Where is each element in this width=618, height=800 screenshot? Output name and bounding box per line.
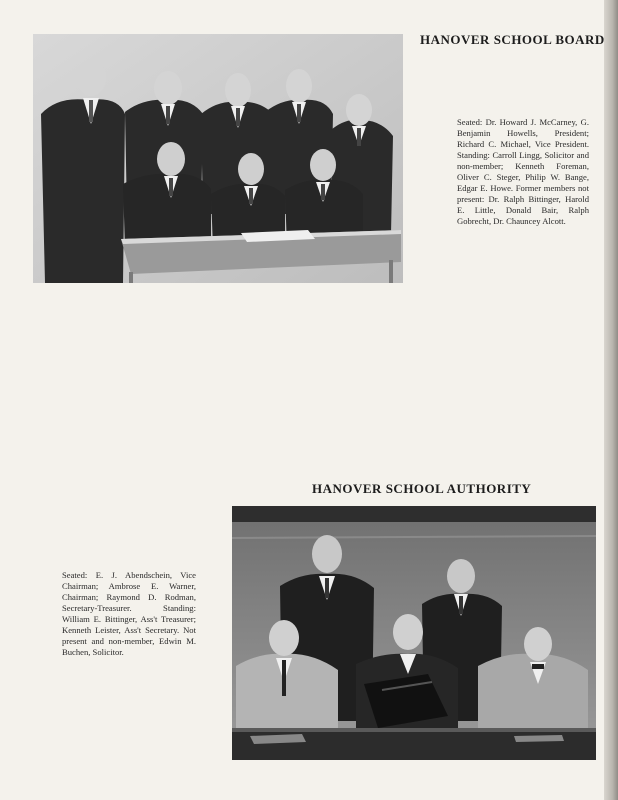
school-board-photo bbox=[33, 34, 403, 283]
page-binding-edge bbox=[604, 0, 618, 800]
school-authority-title: HANOVER SCHOOL AUTHORITY bbox=[312, 481, 532, 496]
school-board-title: HANOVER SCHOOL BOARD bbox=[420, 32, 605, 47]
school-authority-photo bbox=[232, 506, 596, 760]
school-board-caption: Seated: Dr. Howard J. McCarney, G. Benjamin Howells, President; Richard C. Michael, Vice President. Standing: Carroll Lingg, Solicitor and non-member; Kenneth Foreman, Oliver C. Steger, Philip W. Bange, Edgar E. Howe. Former members not present: Dr. Ralph Bittinger, Harold E. Little, Donald Bair, Ralph Gobrecht, Dr. Chauncey Alcott. bbox=[457, 117, 589, 226]
school-authority-caption: Seated: E. J. Abendschein, Vice Chairman; Ambrose E. Warner, Chairman; Raymond D. Rodman, Secretary-Treasurer. Standing: William E. Bittinger, Ass't Treasurer; Kenneth Leister, Ass't Secretary. Not present and non-member, Edwin M. Buchen, Solicitor. bbox=[62, 570, 196, 657]
